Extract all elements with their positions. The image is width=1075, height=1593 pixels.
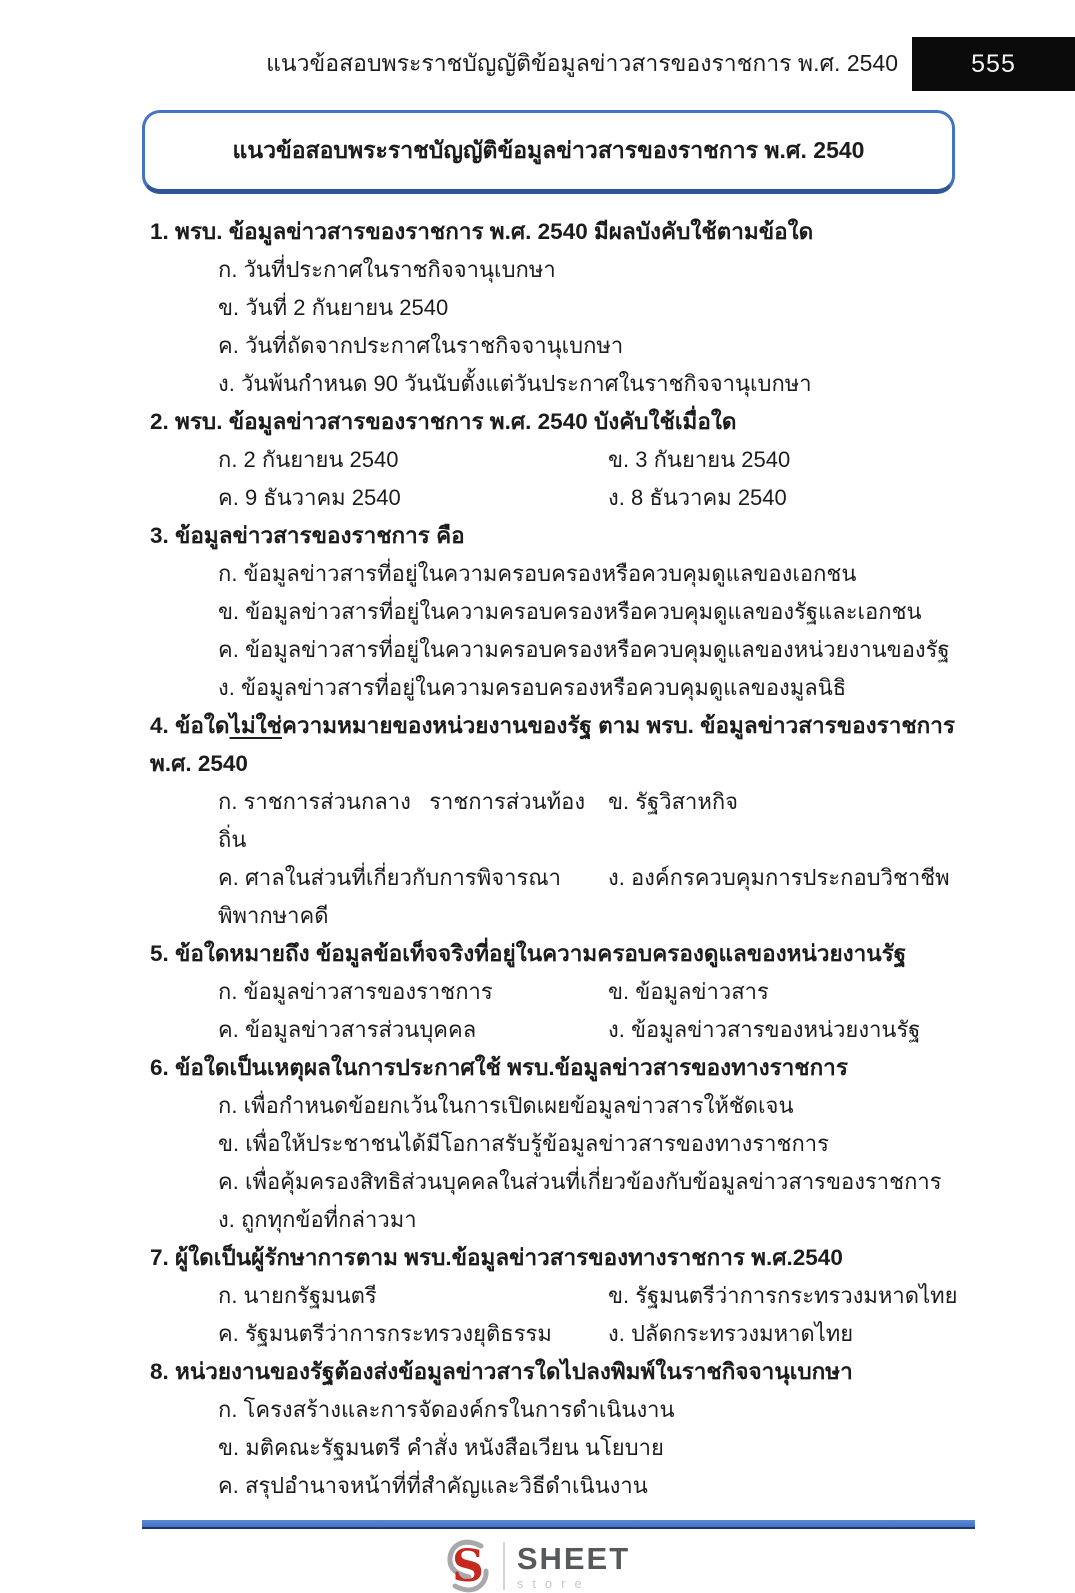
option: ค. ข้อมูลข่าวสารส่วนบุคคล xyxy=(218,1017,477,1042)
page-number: 555 xyxy=(971,49,1016,78)
logo-text xyxy=(516,1540,631,1591)
option: ง. องค์กรควบคุมการประกอบวิชาชีพ xyxy=(608,865,950,890)
option: ก. เพื่อกำหนดข้อยกเว้นในการเปิดเผยข้อมูลข่าวสารให้ชัดเจน xyxy=(218,1093,794,1118)
question-heading xyxy=(150,707,965,783)
option: ง. ปลัดกระทรวงมหาดไทย xyxy=(608,1321,854,1346)
option: ข. วันที่ 2 กันยายน 2540 xyxy=(218,295,449,320)
question-7 xyxy=(150,1239,965,1353)
logo-brand-text: SHEET xyxy=(516,1540,631,1576)
option: ง. วันพ้นกำหนด 90 วันนับตั้งแต่วันประกาศในราชกิจจานุเบกษา xyxy=(218,371,812,396)
heading-part: 4. ข้อใด xyxy=(150,713,230,738)
option: ค. ข้อมูลข่าวสารที่อยู่ในความครอบครองหรือควบคุมดูแลของหน่วยงานของรัฐ xyxy=(218,637,950,662)
option: ง. ข้อมูลข่าวสารของหน่วยงานรัฐ xyxy=(608,1017,921,1042)
question-8 xyxy=(150,1353,965,1505)
question-2 xyxy=(150,403,965,517)
option: ข. มติคณะรัฐมนตรี คำสั่ง หนังสือเวียน นโยบาย xyxy=(218,1435,664,1460)
heading-part: ความหมายของหน่วยงานของรัฐ ตาม พรบ. ข้อมูลข่าวสารของราชการ พ.ศ. 2540 xyxy=(150,713,962,776)
question-options xyxy=(150,1391,965,1505)
option: ค. วันที่ถัดจากประกาศในราชกิจจานุเบกษา xyxy=(218,333,624,358)
option: ข. 3 กันยายน 2540 xyxy=(608,447,791,472)
option: ก. นายกรัฐมนตรี xyxy=(218,1283,377,1308)
svg-text:S: S xyxy=(451,1541,484,1592)
page-header xyxy=(0,0,1075,92)
question-heading: 3. ข้อมูลข่าวสารของราชการ คือ xyxy=(150,523,465,548)
question-options xyxy=(150,441,965,517)
question-heading: 6. ข้อใดเป็นเหตุผลในการประกาศใช้ พรบ.ข้อมูลข่าวสารของทางราชการ xyxy=(150,1055,848,1080)
option: ง. ข้อมูลข่าวสารที่อยู่ในความครอบครองหรือควบคุมดูแลของมูลนิธิ xyxy=(218,675,847,700)
document-title: แนวข้อสอบพระราชบัญญัติข้อมูลข่าวสารของราชการ พ.ศ. 2540 xyxy=(232,137,865,163)
question-options xyxy=(150,1087,965,1239)
question-heading: 8. หน่วยงานของรัฐต้องส่งข้อมูลข่าวสารใดไปลงพิมพ์ในราชกิจจานุเบกษา xyxy=(150,1359,853,1384)
question-options xyxy=(150,973,965,1049)
option: ง. 8 ธันวาคม 2540 xyxy=(608,485,787,510)
option: ค. เพื่อคุ้มครองสิทธิส่วนบุคคลในส่วนที่เกี่ยวข้องกับข้อมูลข่าวสารของราชการ xyxy=(218,1169,942,1194)
question-1 xyxy=(150,213,965,403)
question-options xyxy=(150,251,965,403)
option: ข. เพื่อให้ประชาชนได้มีโอกาสรับรู้ข้อมูลข่าวสารของทางราชการ xyxy=(218,1131,829,1156)
question-options xyxy=(150,555,965,707)
option: ข. รัฐวิสาหกิจ xyxy=(608,789,739,814)
logo-divider xyxy=(503,1542,505,1590)
option: ก. โครงสร้างและการจัดองค์กรในการดำเนินงาน xyxy=(218,1397,675,1422)
page-number-box xyxy=(912,37,1075,91)
option: ก. ราชการส่วนกลาง ราชการส่วนท้องถิ่น xyxy=(218,789,586,852)
option: ก. วันที่ประกาศในราชกิจจานุเบกษา xyxy=(218,257,556,282)
running-header-title: แนวข้อสอบพระราชบัญญัติข้อมูลข่าวสารของราชการ พ.ศ. 2540 xyxy=(266,50,898,76)
question-heading: 2. พรบ. ข้อมูลข่าวสารของราชการ พ.ศ. 2540 บังคับใช้เมื่อใด xyxy=(150,409,737,434)
option: ข. ข้อมูลข่าวสารที่อยู่ในความครอบครองหรือควบคุมดูแลของรัฐและเอกชน xyxy=(218,599,922,624)
option: ก. ข้อมูลข่าวสารที่อยู่ในความครอบครองหรือควบคุมดูแลของเอกชน xyxy=(218,561,857,586)
footer-divider xyxy=(142,1520,975,1529)
question-heading: 7. ผู้ใดเป็นผู้รักษาการตาม พรบ.ข้อมูลข่าวสารของทางราชการ พ.ศ.2540 xyxy=(150,1245,843,1270)
logo-sub-text: store xyxy=(516,1575,591,1591)
question-heading: 5. ข้อใดหมายถึง ข้อมูลข้อเท็จจริงที่อยู่ในความครอบครองดูแลของหน่วยงานรัฐ xyxy=(150,941,907,966)
option: ค. 9 ธันวาคม 2540 xyxy=(218,485,401,510)
question-5 xyxy=(150,935,965,1049)
option: ก. 2 กันยายน 2540 xyxy=(218,447,399,472)
option: ก. ข้อมูลข่าวสารของราชการ xyxy=(218,979,493,1004)
question-3 xyxy=(150,517,965,707)
questions-list xyxy=(0,194,1075,1505)
option: ค. ศาลในส่วนที่เกี่ยวกับการพิจารณาพิพากษาคดี xyxy=(218,865,562,928)
s-swoosh-icon xyxy=(445,1539,491,1593)
question-options xyxy=(150,783,965,935)
option: ข. ข้อมูลข่าวสาร xyxy=(608,979,769,1004)
option: ค. รัฐมนตรีว่าการกระทรวงยุติธรรม xyxy=(218,1321,552,1346)
question-heading: 1. พรบ. ข้อมูลข่าวสารของราชการ พ.ศ. 2540 มีผลบังคับใช้ตามข้อใด xyxy=(150,219,814,244)
option: ง. ถูกทุกข้อที่กล่าวมา xyxy=(218,1207,417,1232)
question-options xyxy=(150,1277,965,1353)
question-6 xyxy=(150,1049,965,1239)
document-title-box xyxy=(142,110,955,194)
option: ข. รัฐมนตรีว่าการกระทรวงมหาดไทย xyxy=(608,1283,958,1308)
question-4 xyxy=(150,707,965,935)
sheetstore-logo xyxy=(0,1539,1075,1593)
heading-underlined-word: ไม่ใช่ xyxy=(229,713,282,738)
option: ค. สรุปอำนาจหน้าที่ที่สำคัญและวิธีดำเนินงาน xyxy=(218,1473,648,1498)
